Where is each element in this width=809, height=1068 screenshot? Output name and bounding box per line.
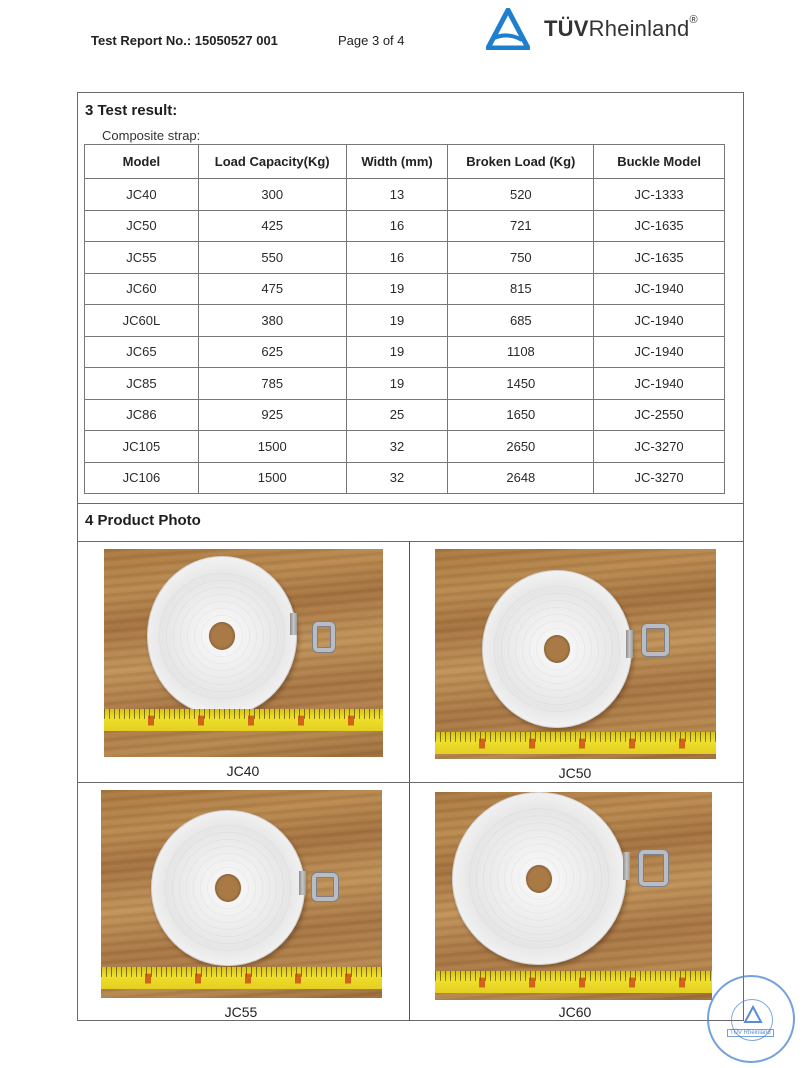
buckle	[639, 850, 668, 886]
section-3-title: 3 Test result:	[85, 102, 178, 119]
cell-model: JC106	[85, 462, 199, 494]
cell-model: JC105	[85, 431, 199, 463]
table-row	[85, 431, 725, 463]
column-header-load-capacity: Load Capacity(Kg)	[198, 145, 346, 179]
cell-model: JC55	[85, 242, 199, 274]
product-photo-jc60	[435, 792, 712, 1000]
product-photo-jc50	[435, 549, 716, 759]
table-row	[85, 336, 725, 368]
cell-width: 16	[346, 210, 448, 242]
cell-model: JC65	[85, 336, 199, 368]
cell-model: JC40	[85, 179, 199, 211]
cell-width: 32	[346, 431, 448, 463]
cell-width: 19	[346, 273, 448, 305]
strap-reel	[147, 556, 297, 716]
cell-buckle-model: JC-1333	[594, 179, 725, 211]
registered-mark: ®	[689, 14, 698, 26]
cell-model: JC85	[85, 368, 199, 400]
photo-caption: JC55	[224, 1004, 258, 1020]
cell-broken-load: 685	[448, 305, 594, 337]
cell-load-capacity: 785	[198, 368, 346, 400]
cell-buckle-model: JC-1635	[594, 242, 725, 274]
photo-grid-top-border	[77, 541, 744, 542]
cell-model: JC60	[85, 273, 199, 305]
photo-grid-horizontal-divider	[77, 782, 744, 783]
cell-load-capacity: 1500	[198, 462, 346, 494]
table-row	[85, 368, 725, 400]
strap-reel	[452, 792, 626, 965]
cell-broken-load: 1450	[448, 368, 594, 400]
logo-text-regular: Rheinland	[588, 16, 690, 41]
table-row	[85, 242, 725, 274]
composite-strap-label: Composite strap:	[102, 128, 201, 143]
section-4-title: 4 Product Photo	[85, 512, 201, 529]
cell-load-capacity: 550	[198, 242, 346, 274]
photo-grid-vertical-divider	[409, 541, 410, 1021]
cell-buckle-model: JC-1940	[594, 305, 725, 337]
cell-broken-load: 750	[448, 242, 594, 274]
column-header-broken-load: Broken Load (Kg)	[448, 145, 594, 179]
table-row	[85, 399, 725, 431]
logo-text-bold: TÜV	[544, 16, 589, 41]
seal-brand: TÜV Rheinland	[727, 1029, 774, 1037]
table-row	[85, 273, 725, 305]
product-photo-jc40	[104, 549, 383, 757]
measuring-tape	[435, 732, 716, 754]
table-row	[85, 462, 725, 494]
cell-buckle-model: JC-3270	[594, 431, 725, 463]
cell-load-capacity: 1500	[198, 431, 346, 463]
table-row	[85, 179, 725, 211]
tuv-triangle-icon	[486, 8, 530, 50]
cell-broken-load: 2648	[448, 462, 594, 494]
strap-reel	[151, 810, 305, 966]
column-header-width: Width (mm)	[346, 145, 448, 179]
cell-load-capacity: 625	[198, 336, 346, 368]
cell-buckle-model: JC-1940	[594, 273, 725, 305]
table-row	[85, 305, 725, 337]
cell-broken-load: 1650	[448, 399, 594, 431]
cell-load-capacity: 380	[198, 305, 346, 337]
test-result-table	[84, 144, 725, 494]
cell-buckle-model: JC-2550	[594, 399, 725, 431]
report-number: Test Report No.: 15050527 001	[91, 33, 278, 48]
cell-model: JC86	[85, 399, 199, 431]
cell-load-capacity: 300	[198, 179, 346, 211]
section-divider	[77, 503, 744, 504]
cell-broken-load: 1108	[448, 336, 594, 368]
cell-width: 32	[346, 462, 448, 494]
cell-model: JC60L	[85, 305, 199, 337]
cell-load-capacity: 475	[198, 273, 346, 305]
photo-caption: JC60	[558, 1004, 592, 1020]
cell-load-capacity: 925	[198, 399, 346, 431]
cell-width: 19	[346, 336, 448, 368]
column-header-model: Model	[85, 145, 199, 179]
measuring-tape	[101, 967, 382, 989]
strap-reel	[482, 570, 632, 728]
tuv-logo	[486, 8, 698, 50]
cell-broken-load: 520	[448, 179, 594, 211]
cell-width: 16	[346, 242, 448, 274]
photo-caption: JC40	[226, 763, 260, 779]
cell-load-capacity: 425	[198, 210, 346, 242]
product-photo-jc55	[101, 790, 382, 998]
cell-broken-load: 721	[448, 210, 594, 242]
measuring-tape	[435, 971, 712, 993]
buckle	[313, 622, 335, 652]
measuring-tape	[104, 709, 383, 731]
table-row	[85, 210, 725, 242]
cell-width: 13	[346, 179, 448, 211]
column-header-buckle-model: Buckle Model	[594, 145, 725, 179]
buckle	[642, 624, 669, 656]
cell-width: 19	[346, 368, 448, 400]
cell-width: 19	[346, 305, 448, 337]
cell-buckle-model: JC-1940	[594, 368, 725, 400]
cell-buckle-model: JC-1940	[594, 336, 725, 368]
cell-model: JC50	[85, 210, 199, 242]
cell-broken-load: 815	[448, 273, 594, 305]
table-header-row	[85, 145, 725, 179]
cell-buckle-model: JC-1635	[594, 210, 725, 242]
cell-buckle-model: JC-3270	[594, 462, 725, 494]
cell-width: 25	[346, 399, 448, 431]
buckle	[312, 873, 338, 901]
company-seal-stamp	[707, 975, 795, 1063]
photo-caption: JC50	[558, 765, 592, 781]
page-number: Page 3 of 4	[338, 33, 405, 48]
cell-broken-load: 2650	[448, 431, 594, 463]
